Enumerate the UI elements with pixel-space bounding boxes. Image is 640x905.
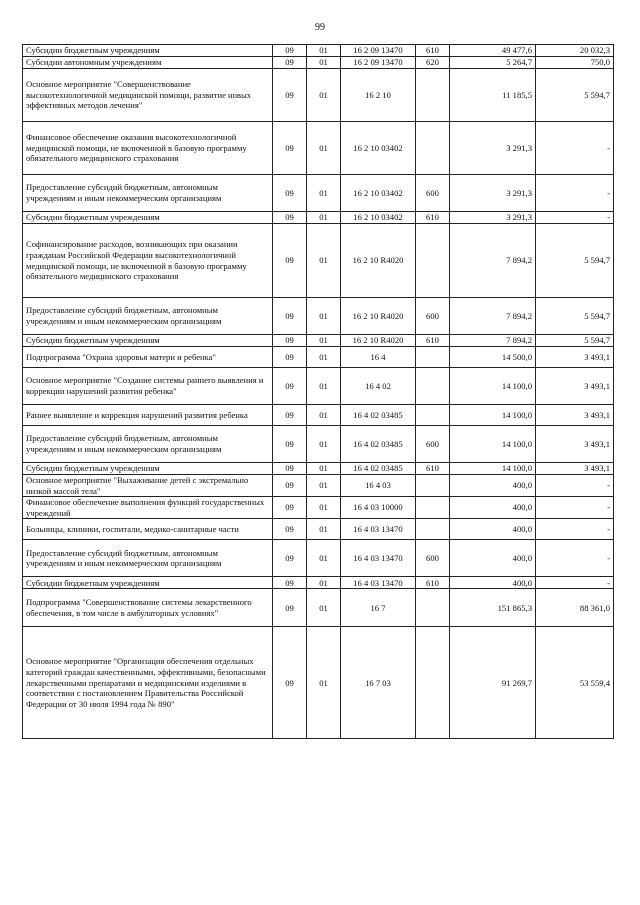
amount-total: 7 894,2 bbox=[450, 298, 536, 335]
table-row bbox=[23, 405, 614, 426]
target-article-code: 16 2 10 03402 bbox=[341, 122, 416, 175]
budget-item-name: Софинансирование расходов, возникающих при оказании гражданам Российской Федерации высокотехнологичной медицинской помощи, не включенной в базовую программу обязательного медицинского страхования bbox=[23, 224, 273, 298]
amount-second: 750,0 bbox=[536, 57, 614, 69]
table-row bbox=[23, 475, 614, 497]
subsection-code: 01 bbox=[307, 463, 341, 475]
subsection-code: 01 bbox=[307, 627, 341, 739]
page-number: 99 bbox=[315, 22, 325, 33]
target-article-code: 16 4 02 03485 bbox=[341, 405, 416, 426]
expense-type-code: 610 bbox=[416, 335, 450, 347]
expense-type-code: 600 bbox=[416, 298, 450, 335]
section-code: 09 bbox=[273, 175, 307, 212]
amount-total: 7 894,2 bbox=[450, 335, 536, 347]
budget-item-name: Основное мероприятие "Совершенствование высокотехнологичной медицинской помощи, развитие новых эффективных методов лечения" bbox=[23, 69, 273, 122]
subsection-code: 01 bbox=[307, 426, 341, 463]
amount-second: 5 594,7 bbox=[536, 69, 614, 122]
amount-second: - bbox=[536, 212, 614, 224]
budget-item-name: Субсидии бюджетным учреждениям bbox=[23, 212, 273, 224]
budget-item-name: Основное мероприятие "Создание системы раннего выявления и коррекции нарушений развития ребенка" bbox=[23, 368, 273, 405]
target-article-code: 16 2 10 03402 bbox=[341, 212, 416, 224]
amount-total: 14 100,0 bbox=[450, 426, 536, 463]
section-code: 09 bbox=[273, 45, 307, 57]
section-code: 09 bbox=[273, 577, 307, 589]
section-code: 09 bbox=[273, 368, 307, 405]
budget-table bbox=[22, 44, 614, 739]
expense-type-code: 610 bbox=[416, 577, 450, 589]
table-row bbox=[23, 175, 614, 212]
target-article-code: 16 2 10 R4020 bbox=[341, 224, 416, 298]
target-article-code: 16 7 03 bbox=[341, 627, 416, 739]
subsection-code: 01 bbox=[307, 347, 341, 368]
subsection-code: 01 bbox=[307, 497, 341, 519]
budget-item-name: Основное мероприятие "Организация обеспечения отдельных категорий граждан качественными, эффективными, безопасными лекарственными препаратами и медицинскими изделиями в соответствии с постановлением Правительства Российской Федерации от 30 июля 1994 года № 890" bbox=[23, 627, 273, 739]
subsection-code: 01 bbox=[307, 224, 341, 298]
expense-type-code: 610 bbox=[416, 45, 450, 57]
table-row bbox=[23, 224, 614, 298]
target-article-code: 16 4 bbox=[341, 347, 416, 368]
target-article-code: 16 4 02 03485 bbox=[341, 426, 416, 463]
budget-item-name: Предоставление субсидий бюджетным, автономным учреждениям и иным некоммерческим организациям bbox=[23, 175, 273, 212]
budget-item-name: Субсидии автономным учреждениям bbox=[23, 57, 273, 69]
expense-type-code bbox=[416, 519, 450, 540]
section-code: 09 bbox=[273, 519, 307, 540]
expense-type-code bbox=[416, 497, 450, 519]
subsection-code: 01 bbox=[307, 122, 341, 175]
amount-total: 14 500,0 bbox=[450, 347, 536, 368]
amount-total: 400,0 bbox=[450, 540, 536, 577]
section-code: 09 bbox=[273, 405, 307, 426]
amount-second: 53 559,4 bbox=[536, 627, 614, 739]
budget-item-name: Субсидии бюджетным учреждениям bbox=[23, 577, 273, 589]
section-code: 09 bbox=[273, 426, 307, 463]
amount-total: 7 894,2 bbox=[450, 224, 536, 298]
amount-total: 400,0 bbox=[450, 519, 536, 540]
section-code: 09 bbox=[273, 69, 307, 122]
subsection-code: 01 bbox=[307, 589, 341, 627]
target-article-code: 16 2 10 bbox=[341, 69, 416, 122]
budget-item-name: Подпрограмма "Совершенствование системы лекарственного обеспечения, в том числе в амбулаторных условиях" bbox=[23, 589, 273, 627]
expense-type-code bbox=[416, 627, 450, 739]
table-row bbox=[23, 426, 614, 463]
subsection-code: 01 bbox=[307, 45, 341, 57]
budget-item-name: Подпрограмма "Охрана здоровья матери и ребенка" bbox=[23, 347, 273, 368]
budget-item-name: Предоставление субсидий бюджетным, автономным учреждениям и иным некоммерческим организациям bbox=[23, 426, 273, 463]
expense-type-code bbox=[416, 69, 450, 122]
target-article-code: 16 4 03 bbox=[341, 475, 416, 497]
target-article-code: 16 4 02 bbox=[341, 368, 416, 405]
amount-second: 3 493,1 bbox=[536, 426, 614, 463]
amount-total: 400,0 bbox=[450, 475, 536, 497]
budget-item-name: Субсидии бюджетным учреждениям bbox=[23, 45, 273, 57]
budget-item-name: Финансовое обеспечение оказания высокотехнологичной медицинской помощи, не включенной в базовую программу обязательного медицинского страхования bbox=[23, 122, 273, 175]
amount-total: 11 185,5 bbox=[450, 69, 536, 122]
target-article-code: 16 2 09 13470 bbox=[341, 57, 416, 69]
table-row bbox=[23, 627, 614, 739]
subsection-code: 01 bbox=[307, 519, 341, 540]
section-code: 09 bbox=[273, 122, 307, 175]
amount-second: - bbox=[536, 540, 614, 577]
table-row bbox=[23, 335, 614, 347]
subsection-code: 01 bbox=[307, 577, 341, 589]
table-row bbox=[23, 45, 614, 57]
budget-item-name: Предоставление субсидий бюджетным, автономным учреждениям и иным некоммерческим организациям bbox=[23, 298, 273, 335]
amount-second: 3 493,1 bbox=[536, 347, 614, 368]
expense-type-code bbox=[416, 589, 450, 627]
amount-total: 3 291,3 bbox=[450, 175, 536, 212]
section-code: 09 bbox=[273, 540, 307, 577]
budget-item-name: Основное мероприятие "Выхаживание детей с экстремально низкой массой тела" bbox=[23, 475, 273, 497]
expense-type-code bbox=[416, 405, 450, 426]
amount-total: 14 100,0 bbox=[450, 463, 536, 475]
table-row bbox=[23, 540, 614, 577]
target-article-code: 16 2 10 R4020 bbox=[341, 335, 416, 347]
amount-total: 151 865,3 bbox=[450, 589, 536, 627]
table-row bbox=[23, 347, 614, 368]
table-row bbox=[23, 368, 614, 405]
expense-type-code: 600 bbox=[416, 540, 450, 577]
section-code: 09 bbox=[273, 463, 307, 475]
budget-item-name: Раннее выявление и коррекция нарушений развития ребенка bbox=[23, 405, 273, 426]
budget-item-name: Больницы, клиники, госпитали, медико-санитарные части bbox=[23, 519, 273, 540]
subsection-code: 01 bbox=[307, 475, 341, 497]
subsection-code: 01 bbox=[307, 175, 341, 212]
section-code: 09 bbox=[273, 57, 307, 69]
subsection-code: 01 bbox=[307, 69, 341, 122]
table-row bbox=[23, 57, 614, 69]
amount-second: 5 594,7 bbox=[536, 335, 614, 347]
target-article-code: 16 4 03 13470 bbox=[341, 519, 416, 540]
target-article-code: 16 4 03 10000 bbox=[341, 497, 416, 519]
subsection-code: 01 bbox=[307, 298, 341, 335]
subsection-code: 01 bbox=[307, 57, 341, 69]
section-code: 09 bbox=[273, 335, 307, 347]
amount-second: - bbox=[536, 497, 614, 519]
expense-type-code bbox=[416, 122, 450, 175]
expense-type-code bbox=[416, 368, 450, 405]
subsection-code: 01 bbox=[307, 335, 341, 347]
amount-total: 400,0 bbox=[450, 497, 536, 519]
subsection-code: 01 bbox=[307, 368, 341, 405]
section-code: 09 bbox=[273, 212, 307, 224]
amount-second: 88 361,0 bbox=[536, 589, 614, 627]
table-row bbox=[23, 589, 614, 627]
budget-item-name: Субсидии бюджетным учреждениям bbox=[23, 463, 273, 475]
subsection-code: 01 bbox=[307, 540, 341, 577]
target-article-code: 16 4 02 03485 bbox=[341, 463, 416, 475]
expense-type-code: 610 bbox=[416, 463, 450, 475]
amount-total: 49 477,6 bbox=[450, 45, 536, 57]
amount-second: 3 493,1 bbox=[536, 405, 614, 426]
section-code: 09 bbox=[273, 475, 307, 497]
amount-second: - bbox=[536, 175, 614, 212]
target-article-code: 16 4 03 13470 bbox=[341, 540, 416, 577]
expense-type-code bbox=[416, 224, 450, 298]
table-row bbox=[23, 122, 614, 175]
table-row bbox=[23, 519, 614, 540]
expense-type-code: 600 bbox=[416, 426, 450, 463]
table-row bbox=[23, 69, 614, 122]
expense-type-code bbox=[416, 347, 450, 368]
table-row bbox=[23, 298, 614, 335]
section-code: 09 bbox=[273, 347, 307, 368]
expense-type-code: 620 bbox=[416, 57, 450, 69]
section-code: 09 bbox=[273, 627, 307, 739]
budget-item-name: Субсидии бюджетным учреждениям bbox=[23, 335, 273, 347]
amount-total: 14 100,0 bbox=[450, 405, 536, 426]
table-row bbox=[23, 497, 614, 519]
amount-second: 20 032,3 bbox=[536, 45, 614, 57]
expense-type-code: 610 bbox=[416, 212, 450, 224]
target-article-code: 16 4 03 13470 bbox=[341, 577, 416, 589]
amount-total: 400,0 bbox=[450, 577, 536, 589]
target-article-code: 16 2 10 03402 bbox=[341, 175, 416, 212]
table-row bbox=[23, 212, 614, 224]
expense-type-code bbox=[416, 475, 450, 497]
expense-type-code: 600 bbox=[416, 175, 450, 212]
budget-item-name: Предоставление субсидий бюджетным, автономным учреждениям и иным некоммерческим организациям bbox=[23, 540, 273, 577]
amount-total: 91 269,7 bbox=[450, 627, 536, 739]
amount-total: 3 291,3 bbox=[450, 212, 536, 224]
amount-second: 3 493,1 bbox=[536, 368, 614, 405]
table-row bbox=[23, 463, 614, 475]
target-article-code: 16 2 09 13470 bbox=[341, 45, 416, 57]
subsection-code: 01 bbox=[307, 405, 341, 426]
section-code: 09 bbox=[273, 224, 307, 298]
amount-second: - bbox=[536, 519, 614, 540]
amount-second: - bbox=[536, 475, 614, 497]
amount-second: - bbox=[536, 122, 614, 175]
target-article-code: 16 7 bbox=[341, 589, 416, 627]
amount-second: 5 594,7 bbox=[536, 224, 614, 298]
budget-item-name: Финансовое обеспечение выполнения функций государственных учреждений bbox=[23, 497, 273, 519]
amount-total: 5 264,7 bbox=[450, 57, 536, 69]
amount-second: - bbox=[536, 577, 614, 589]
subsection-code: 01 bbox=[307, 212, 341, 224]
table-row bbox=[23, 577, 614, 589]
amount-total: 3 291,3 bbox=[450, 122, 536, 175]
amount-second: 3 493,1 bbox=[536, 463, 614, 475]
amount-total: 14 100,0 bbox=[450, 368, 536, 405]
section-code: 09 bbox=[273, 298, 307, 335]
amount-second: 5 594,7 bbox=[536, 298, 614, 335]
section-code: 09 bbox=[273, 589, 307, 627]
section-code: 09 bbox=[273, 497, 307, 519]
target-article-code: 16 2 10 R4020 bbox=[341, 298, 416, 335]
